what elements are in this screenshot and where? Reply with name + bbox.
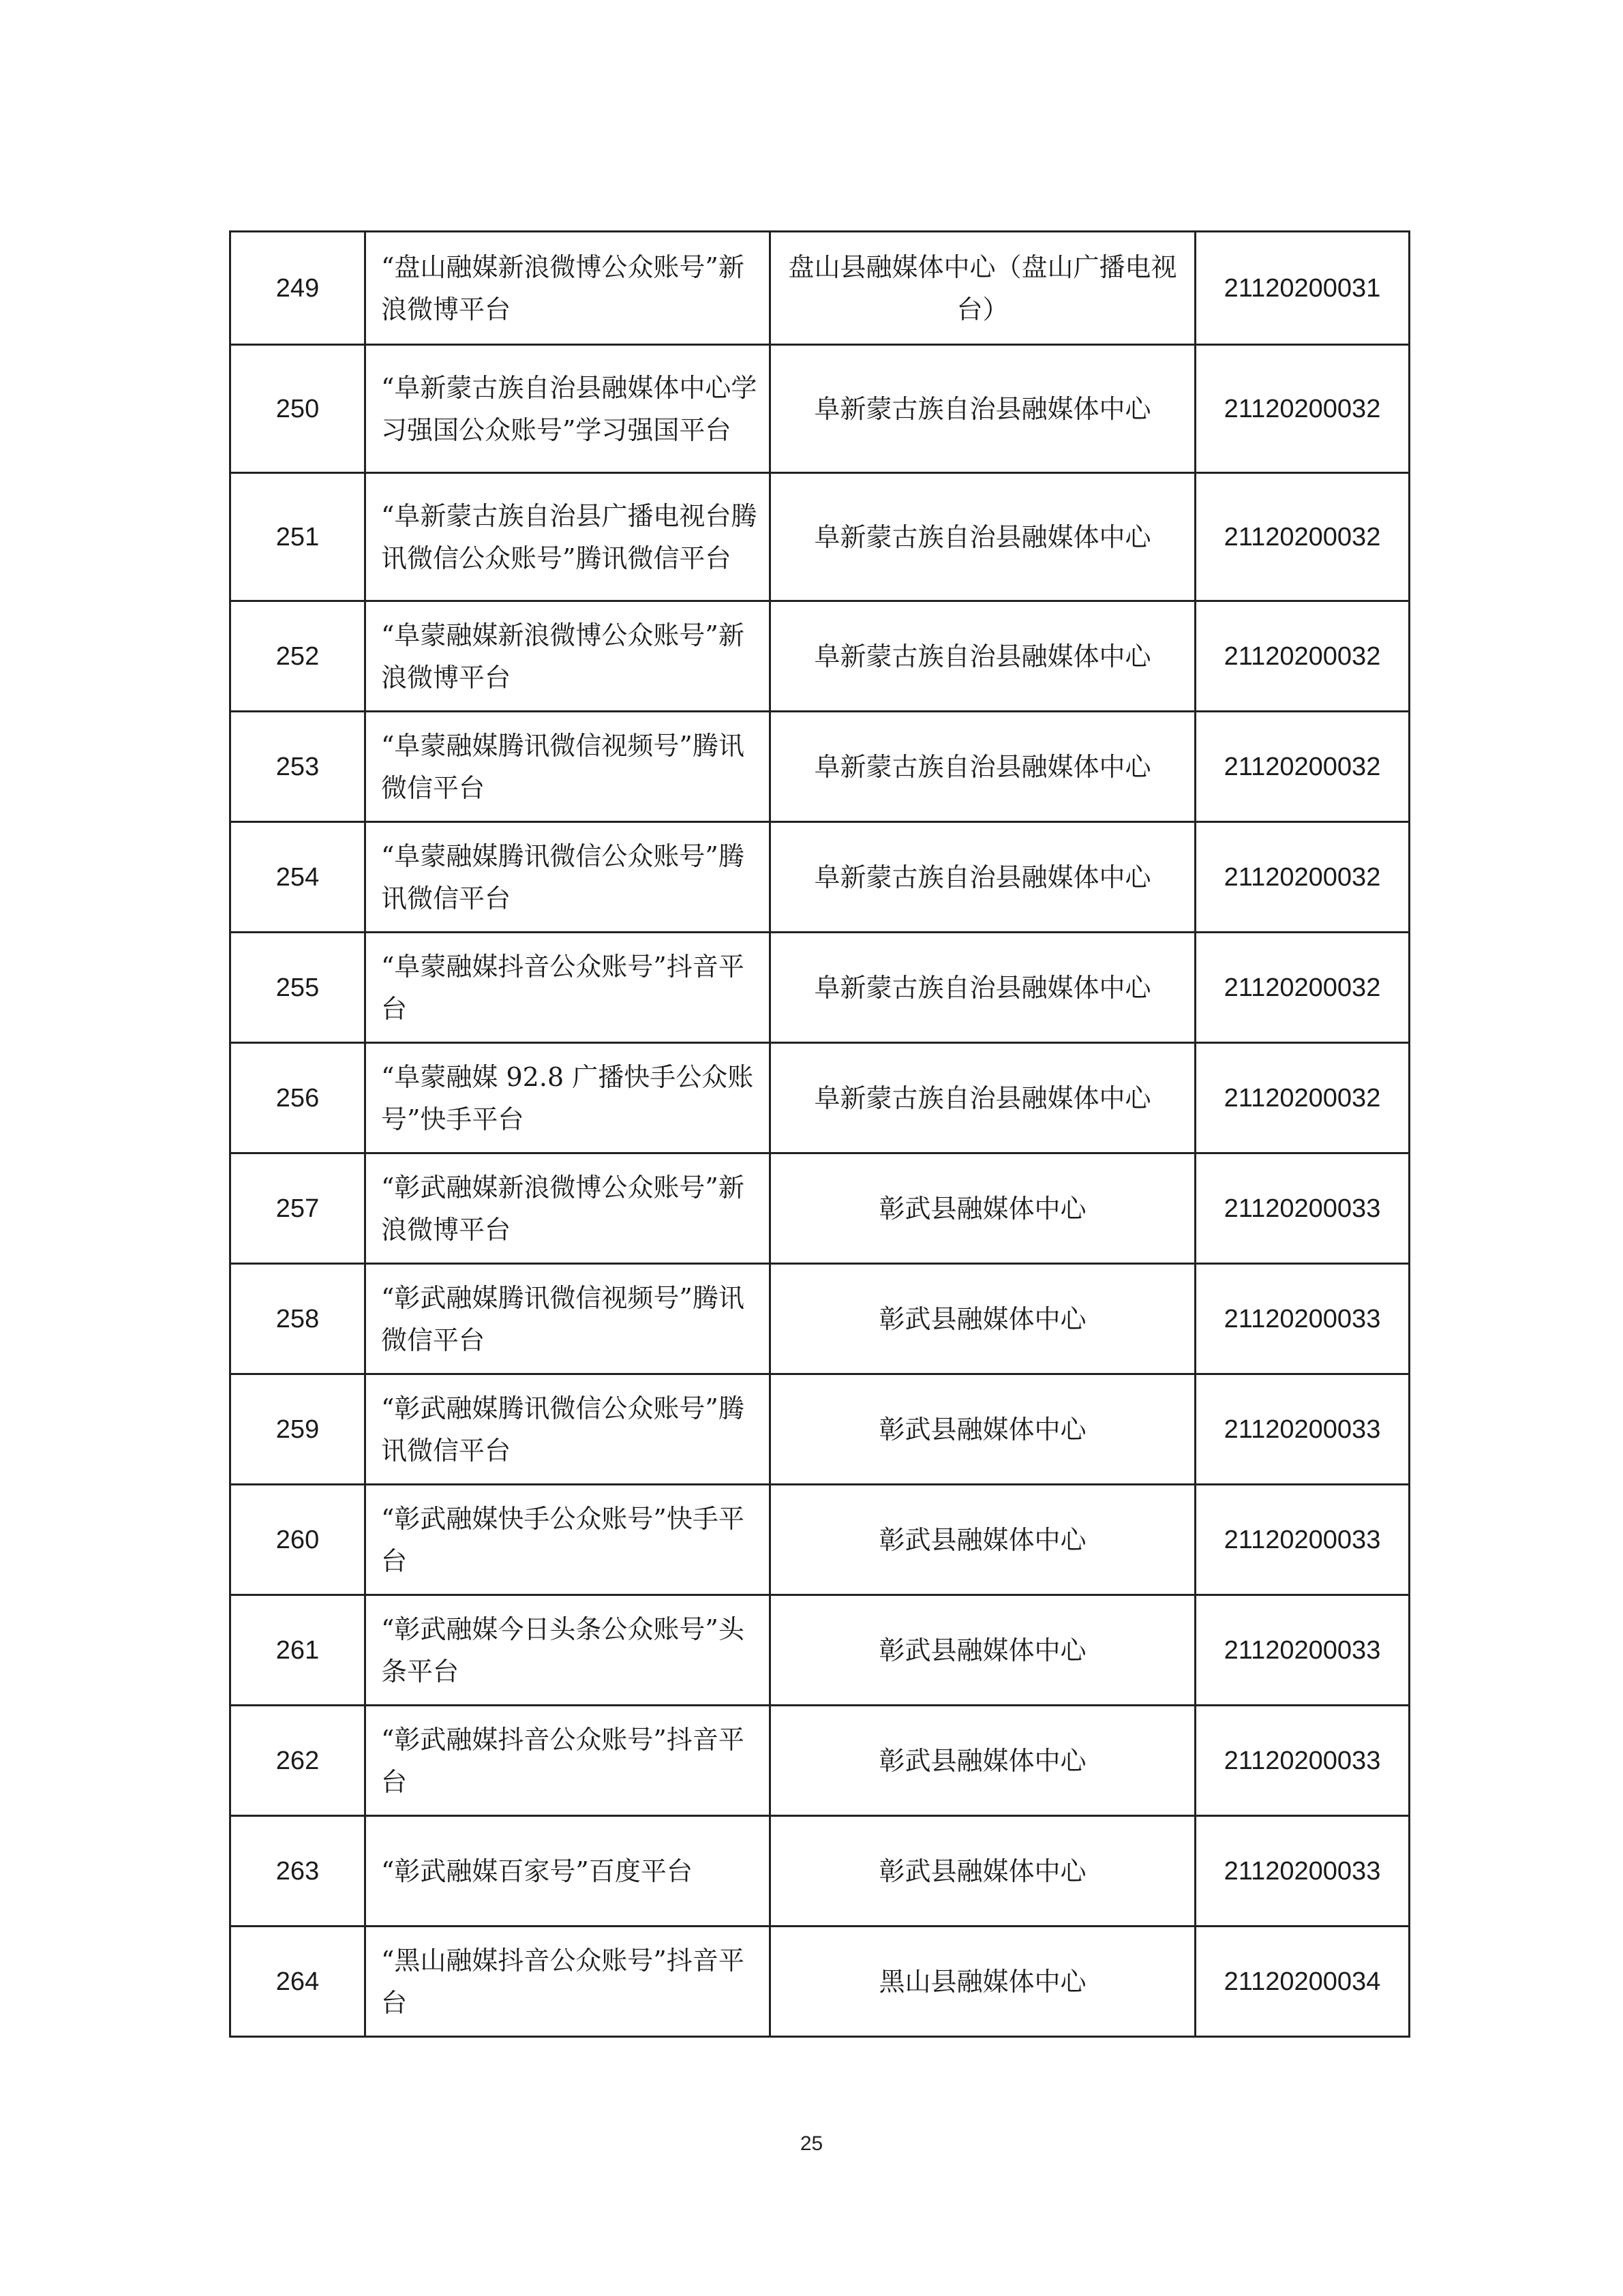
table-row: [230, 473, 1410, 601]
cell-code: 21120200032: [1196, 601, 1410, 712]
cell-code: 21120200032: [1196, 1043, 1410, 1153]
cell-no: 263: [230, 1816, 365, 1927]
cell-org: 阜新蒙古族自治县融媒体中心: [770, 712, 1196, 822]
cell-name: “彰武融媒腾讯微信视频号”腾讯微信平台: [365, 1264, 770, 1374]
cell-name: “阜新蒙古族自治县广播电视台腾讯微信公众账号”腾讯微信平台: [365, 473, 770, 601]
table-row: [230, 1485, 1410, 1595]
cell-org: 阜新蒙古族自治县融媒体中心: [770, 1043, 1196, 1153]
cell-code: 21120200033: [1196, 1264, 1410, 1374]
table-row: [230, 232, 1410, 345]
cell-name: “阜蒙融媒腾讯微信公众账号”腾讯微信平台: [365, 822, 770, 933]
cell-org: 阜新蒙古族自治县融媒体中心: [770, 345, 1196, 473]
cell-code: 21120200033: [1196, 1485, 1410, 1595]
cell-code: 21120200032: [1196, 473, 1410, 601]
cell-no: 256: [230, 1043, 365, 1153]
cell-no: 249: [230, 232, 365, 345]
cell-org: 彰武县融媒体中心: [770, 1264, 1196, 1374]
cell-code: 21120200034: [1196, 1927, 1410, 2037]
table-row: [230, 712, 1410, 822]
table-row: [230, 1595, 1410, 1706]
cell-no: 253: [230, 712, 365, 822]
cell-name: “彰武融媒百家号”百度平台: [365, 1816, 770, 1927]
cell-org: 阜新蒙古族自治县融媒体中心: [770, 473, 1196, 601]
table-row: [230, 822, 1410, 933]
cell-code: 21120200031: [1196, 232, 1410, 345]
cell-name: “阜蒙融媒抖音公众账号”抖音平台: [365, 933, 770, 1043]
cell-code: 21120200032: [1196, 712, 1410, 822]
table-row: [230, 933, 1410, 1043]
cell-code: 21120200033: [1196, 1816, 1410, 1927]
cell-code: 21120200032: [1196, 345, 1410, 473]
cell-no: 257: [230, 1153, 365, 1264]
cell-no: 258: [230, 1264, 365, 1374]
cell-name: “黑山融媒抖音公众账号”抖音平台: [365, 1927, 770, 2037]
cell-name: “彰武融媒快手公众账号”快手平台: [365, 1485, 770, 1595]
cell-name: “彰武融媒新浪微博公众账号”新浪微博平台: [365, 1153, 770, 1264]
cell-name: “阜蒙融媒新浪微博公众账号”新浪微博平台: [365, 601, 770, 712]
cell-no: 262: [230, 1706, 365, 1816]
cell-no: 264: [230, 1927, 365, 2037]
page-number: 25: [800, 2132, 823, 2155]
table-row: [230, 1816, 1410, 1927]
table-row: [230, 1927, 1410, 2037]
cell-org: 彰武县融媒体中心: [770, 1374, 1196, 1485]
cell-no: 254: [230, 822, 365, 933]
registry-table: [229, 230, 1410, 2038]
cell-org: 彰武县融媒体中心: [770, 1816, 1196, 1927]
cell-code: 21120200032: [1196, 933, 1410, 1043]
cell-no: 261: [230, 1595, 365, 1706]
cell-org: 彰武县融媒体中心: [770, 1485, 1196, 1595]
cell-org: 彰武县融媒体中心: [770, 1153, 1196, 1264]
cell-code: 21120200033: [1196, 1153, 1410, 1264]
cell-org: 黑山县融媒体中心: [770, 1927, 1196, 2037]
cell-name: “阜新蒙古族自治县融媒体中心学习强国公众账号”学习强国平台: [365, 345, 770, 473]
table-row: [230, 345, 1410, 473]
cell-no: 259: [230, 1374, 365, 1485]
cell-org: 阜新蒙古族自治县融媒体中心: [770, 601, 1196, 712]
cell-org: 盘山县融媒体中心（盘山广播电视台）: [770, 232, 1196, 345]
cell-name: “彰武融媒抖音公众账号”抖音平台: [365, 1706, 770, 1816]
cell-org: 阜新蒙古族自治县融媒体中心: [770, 933, 1196, 1043]
cell-code: 21120200033: [1196, 1595, 1410, 1706]
cell-name: “阜蒙融媒腾讯微信视频号”腾讯微信平台: [365, 712, 770, 822]
table-row: [230, 1374, 1410, 1485]
cell-name: “阜蒙融媒 92.8 广播快手公众账号”快手平台: [365, 1043, 770, 1153]
cell-code: 21120200032: [1196, 822, 1410, 933]
cell-name: “彰武融媒腾讯微信公众账号”腾讯微信平台: [365, 1374, 770, 1485]
table-row: [230, 601, 1410, 712]
cell-no: 251: [230, 473, 365, 601]
cell-org: 彰武县融媒体中心: [770, 1595, 1196, 1706]
cell-code: 21120200033: [1196, 1706, 1410, 1816]
table-row: [230, 1264, 1410, 1374]
registry-table-body: [230, 232, 1410, 2037]
cell-no: 255: [230, 933, 365, 1043]
cell-org: 阜新蒙古族自治县融媒体中心: [770, 822, 1196, 933]
table-row: [230, 1153, 1410, 1264]
cell-org: 彰武县融媒体中心: [770, 1706, 1196, 1816]
table-row: [230, 1706, 1410, 1816]
table-row: [230, 1043, 1410, 1153]
cell-no: 250: [230, 345, 365, 473]
cell-name: “盘山融媒新浪微博公众账号”新浪微博平台: [365, 232, 770, 345]
cell-name: “彰武融媒今日头条公众账号”头条平台: [365, 1595, 770, 1706]
cell-no: 252: [230, 601, 365, 712]
cell-code: 21120200033: [1196, 1374, 1410, 1485]
cell-no: 260: [230, 1485, 365, 1595]
